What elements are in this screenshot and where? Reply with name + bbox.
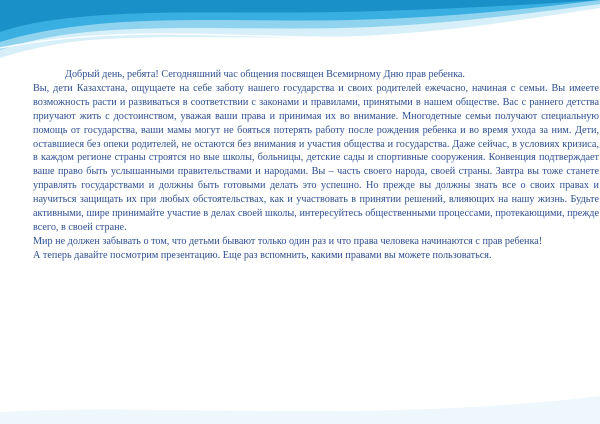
top-wave-decoration bbox=[0, 0, 600, 75]
bottom-wave-decoration bbox=[0, 384, 600, 424]
paragraph-main: Вы, дети Казахстана, ощущаете на себе заботу нашего государства и своих родителей ежечасно, начиная с семьи. Вы имеете возможность расти и развиваться в соответствии с законами и правилами, принятыми в нашем обществе. Вас с раннего детства приучают жить с достоинством, уважая ваши права и принимая их во внимание. Многодетные семьи получают специальную помощь от государства, ваши мамы могут не бояться потерять работу после рождения ребенка и во время ухода за ним. Дети, оставшиеся без опеки родителей, не остаются без внимания и участия общества и государства. Даже сейчас, в условиях кризиса, в каждом регионе страны строятся но вые школы, больницы, детские сады и спортивные сооружения. Конвенция подтверждает ваше право быть услышанными правительствами и народами. Вы – часть своего народа, своей страны. Завтра вы тоже станете управлять государствами и должны быть готовыми делать это успешно. Но прежде вы должны знать все о своих правах и научиться защищать их при любых обстоятельствах, как и участвовать в принятии решений, влияющих на нашу жизнь. Будьте активными, шире принимайте участие в делах своей школы, интересуйтесь общественными процессами, протекающими, прежде всего, в своей стране. bbox=[33, 82, 599, 233]
page-heading: Добрый день, ребята! Сегодняшний час общения посвящен Всемирному Дню прав ребенка. bbox=[65, 69, 465, 80]
paragraph-presentation: А теперь давайте посмотрим презентацию. Еще раз вспомнить, какими правами вы можете пользоваться. bbox=[33, 249, 492, 261]
paragraph-world: Мир не должен забывать о том, что детьми бывают только один раз и что права человека начинаются с прав ребенка! bbox=[33, 235, 543, 247]
text-body bbox=[33, 68, 599, 263]
